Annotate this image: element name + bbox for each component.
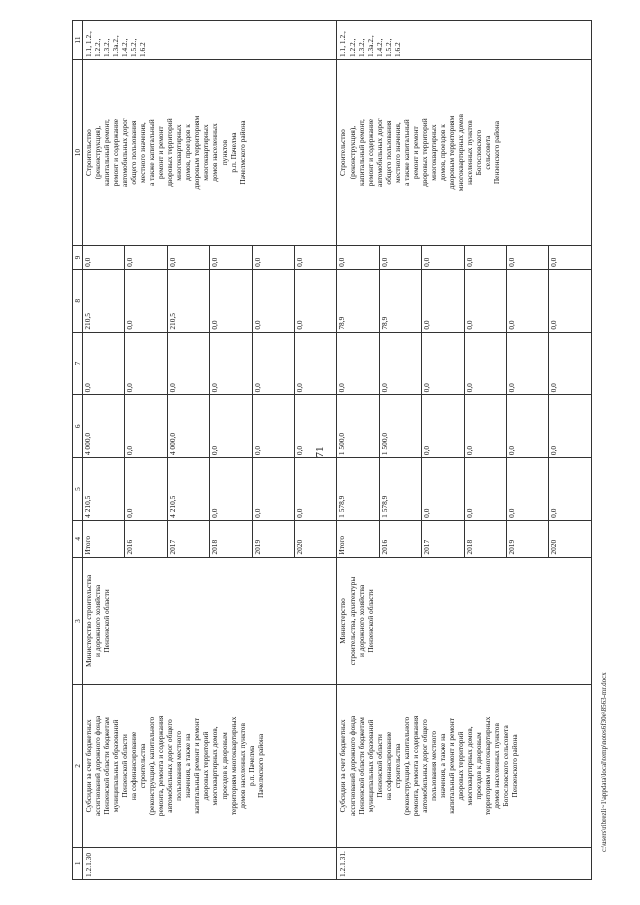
cell-c9: 0,0: [422, 246, 464, 270]
cell-year: 2017: [422, 520, 464, 557]
cell-c8: 0,0: [210, 269, 252, 332]
cell-c5: 0,0: [294, 458, 336, 521]
header-row: [73, 21, 83, 880]
row-result-line: местного значения,: [392, 122, 402, 183]
cell-c7: 0,0: [252, 332, 294, 395]
row-description-line: муниципальных образований: [365, 719, 375, 813]
cell-c7: 0,0: [422, 332, 464, 395]
row-codes-line: 1.3а.2.,: [111, 35, 121, 58]
row-result-line: многоквартирных: [201, 124, 211, 181]
cell-c5: 0,0: [210, 458, 252, 521]
row-result-line: ремонт и содержание: [365, 118, 375, 187]
row-description-line: Пензенской области: [120, 734, 130, 798]
row-result-line: капитальный ремонт,: [102, 119, 112, 186]
cell-c6: 1 500,0: [379, 395, 421, 458]
row-executor-line: строительства, архитектуры: [347, 576, 357, 666]
row-result-line: общего пользования: [129, 120, 139, 185]
cell-year: 2018: [210, 520, 252, 557]
row-executor-line: Министерство: [338, 598, 348, 644]
row-result: [337, 60, 592, 246]
row-executor-line: и дорожного хозяйства: [93, 584, 103, 658]
row-description-line: на софинансирование: [383, 731, 393, 801]
row-description-line: Пензенской области бюджетам: [356, 717, 366, 815]
row-result-line: а также капитальный: [401, 119, 411, 186]
cell-c9: 0,0: [549, 246, 592, 270]
row-codes-line: 1.1, 1.2.,: [84, 31, 94, 58]
row-description-line: домов населенных пунктов: [492, 723, 501, 809]
row-result-line: Строительство: [84, 129, 94, 176]
cell-c6: 4 000,0: [167, 395, 209, 458]
cell-c9: 0,0: [507, 246, 549, 270]
row-description-line: пользования местного: [174, 730, 184, 801]
row-id: 1.2.1.30: [83, 847, 337, 879]
cell-c6: 0,0: [252, 395, 294, 458]
row-description-line: проездов к дворовым: [219, 732, 229, 800]
row-codes-line: 1.6.2: [392, 42, 402, 58]
cell-c6: 0,0: [464, 395, 506, 458]
col-header-4: 4: [73, 520, 83, 557]
row-description-line: автомобильных дорог общего: [165, 719, 175, 813]
cell-c8: 78,9: [337, 269, 379, 332]
cell-year: 2016: [379, 520, 421, 557]
row-description-line: (реконструкции), капитального: [401, 716, 411, 816]
row-result-line: Богословского: [473, 129, 483, 176]
cell-c8: 78,9: [379, 269, 421, 332]
cell-c6: 0,0: [125, 395, 167, 458]
cell-c8: 0,0: [464, 269, 506, 332]
row-description-line: ремонта, ремонта и содержания: [410, 715, 420, 817]
cell-c7: 0,0: [83, 332, 125, 395]
row-description-line: Пензенской области бюджетам: [102, 717, 112, 815]
row-codes-line: 1.5.2.,: [129, 38, 139, 58]
cell-c8: 0,0: [125, 269, 167, 332]
cell-year: 2018: [464, 520, 506, 557]
cell-c7: 0,0: [210, 332, 252, 395]
row-result-line: сельсовета: [482, 135, 492, 170]
row-description-line: Субсидии за счет бюджетных: [338, 719, 348, 813]
row-result-line: (реконструкция),: [93, 125, 103, 180]
row-description-line: значения, а также на: [437, 733, 447, 799]
row-result-line: (реконструкция),: [347, 125, 357, 180]
cell-c7: 0,0: [549, 332, 592, 395]
cell-year: 2020: [549, 520, 592, 557]
cell-c5: 0,0: [252, 458, 294, 521]
row-result-line: Пензенского района: [492, 120, 501, 185]
cell-c8: 0,0: [422, 269, 464, 332]
col-header-2: 2: [73, 685, 83, 847]
cell-year: Итого: [337, 520, 379, 557]
cell-year: Итого: [83, 520, 125, 557]
row-result-line: домов, проездов к: [183, 124, 193, 181]
row-description-line: дворовых территорий: [201, 731, 211, 801]
cell-c5: 0,0: [464, 458, 506, 521]
row-result-line: ремонт и содержание: [111, 118, 121, 187]
footer-file-path: c:\users\ribrezli~1\appdata\local\temp\notes6f30e\8563-mr.docx: [600, 672, 608, 852]
cell-c9: 0,0: [379, 246, 421, 270]
cell-c9: 0,0: [337, 246, 379, 270]
row-description-line: капитальный ремонт и ремонт: [446, 718, 456, 814]
row-result-line: Строительство: [338, 129, 348, 176]
page-number: 71: [314, 446, 326, 458]
col-header-6: 6: [73, 395, 83, 458]
program-table: [72, 20, 592, 880]
row-result-line: ремонт и ремонт: [156, 126, 166, 179]
table-row: [83, 21, 125, 880]
row-executor-line: и дорожного хозяйства: [356, 584, 366, 658]
cell-c6: 1 500,0: [337, 395, 379, 458]
row-description-line: капитальный ремонт и ремонт: [192, 718, 202, 814]
row-description-line: Пачелмского района: [255, 733, 265, 798]
row-codes-line: 1.3.2.,: [356, 38, 366, 58]
cell-c6: 0,0: [294, 395, 336, 458]
rotated-table-container: [72, 20, 592, 880]
cell-c9: 0,0: [464, 246, 506, 270]
cell-c7: 0,0: [125, 332, 167, 395]
row-result-line: дворовым территориям: [446, 115, 456, 190]
row-codes-line: 1.1, 1.2.,: [338, 31, 348, 58]
cell-c8: 0,0: [507, 269, 549, 332]
cell-c5: 0,0: [125, 458, 167, 521]
row-result-line: домов, проездов к: [437, 124, 447, 181]
row-result-line: пунктов: [219, 139, 229, 166]
row-description-line: р.п. Пачелма: [246, 745, 256, 786]
row-result-line: населенных пунктов: [464, 120, 474, 185]
row-description-line: Субсидии за счет бюджетных: [84, 719, 94, 813]
cell-c9: 0,0: [167, 246, 209, 270]
cell-c9: 0,0: [125, 246, 167, 270]
row-result-line: местного значения,: [138, 122, 148, 183]
row-description-line: Богословского сельсовета: [501, 725, 511, 807]
row-description-line: автомобильных дорог общего: [419, 719, 429, 813]
col-header-3: 3: [73, 557, 83, 685]
row-result-line: Пачелмского района: [237, 120, 247, 185]
cell-c7: 0,0: [167, 332, 209, 395]
row-description-line: (реконструкции), капитального: [147, 716, 157, 816]
cell-c5: 1 578,9: [379, 458, 421, 521]
cell-year: 2019: [507, 520, 549, 557]
row-description-line: территориям многоквартирных: [228, 716, 238, 816]
cell-year: 2019: [252, 520, 294, 557]
cell-c7: 0,0: [464, 332, 506, 395]
row-result-line: капитальный ремонт,: [356, 119, 366, 186]
row-codes-line: 1.4.2.,: [374, 38, 384, 58]
row-description-line: дворовых территорий: [455, 731, 465, 801]
cell-c5: 4 210,5: [83, 458, 125, 521]
row-result-line: ремонт и ремонт: [410, 126, 420, 179]
col-header-5: 5: [73, 458, 83, 521]
row-codes: [337, 21, 592, 60]
row-codes-line: 1.3.2.,: [102, 38, 112, 58]
row-description-line: проездов к дворовым: [473, 732, 483, 800]
row-result-line: многоквартирных домов: [455, 113, 465, 192]
row-executor-line: Министерство строительства: [84, 574, 94, 668]
cell-c9: 0,0: [83, 246, 125, 270]
col-header-11: 11: [73, 21, 83, 60]
row-executor-line: Пензенской области: [365, 589, 375, 653]
row-codes-line: 1.2.2.,: [93, 38, 103, 58]
row-description-line: ассигнований дорожного фонда: [347, 715, 357, 816]
cell-c5: 0,0: [507, 458, 549, 521]
row-executor: [83, 557, 337, 685]
cell-c5: 1 578,9: [337, 458, 379, 521]
row-description-line: ремонта, ремонта и содержания: [156, 715, 166, 817]
row-codes-line: 1.4.2.,: [120, 38, 130, 58]
row-description-line: на софинансирование: [129, 731, 139, 801]
cell-c8: 0,0: [549, 269, 592, 332]
cell-c5: 0,0: [422, 458, 464, 521]
col-header-9: 9: [73, 246, 83, 270]
cell-c6: 4 000,0: [83, 395, 125, 458]
col-header-1: 1: [73, 847, 83, 879]
row-description-line: Пензенской области: [374, 734, 384, 798]
cell-c6: 0,0: [422, 395, 464, 458]
cell-c7: 0,0: [337, 332, 379, 395]
row-codes: [83, 21, 337, 60]
row-codes-line: 1.3а.2.,: [365, 35, 375, 58]
cell-year: 2017: [167, 520, 209, 557]
row-description-line: территориям многоквартирных: [482, 716, 492, 816]
row-description-line: ассигнований дорожного фонда: [93, 715, 103, 816]
row-result-line: дворовым территориям: [192, 115, 202, 190]
row-description-line: многоквартирных домов,: [210, 726, 220, 806]
row-description-line: значения, а также на: [183, 733, 193, 799]
table-body: [83, 21, 592, 880]
row-description-line: строительства: [138, 743, 148, 789]
cell-c6: 0,0: [210, 395, 252, 458]
row-description-line: строительства: [392, 743, 402, 789]
row-result: [83, 60, 337, 246]
row-description-line: пользования местного: [428, 730, 438, 801]
row-codes-line: 1.6.2: [138, 42, 148, 58]
row-result-line: дворовых территорий: [165, 118, 175, 187]
row-description-line: муниципальных образований: [111, 719, 121, 813]
col-header-10: 10: [73, 60, 83, 246]
row-result-line: домов населенных: [210, 123, 220, 182]
row-result-line: многоквартирных: [174, 124, 184, 181]
row-description-line: домов населенных пунктов: [237, 723, 247, 809]
row-result-line: многоквартирных: [428, 124, 438, 181]
cell-c5: 4 210,5: [167, 458, 209, 521]
row-result-line: автомобильных дорог: [374, 118, 384, 187]
cell-c7: 0,0: [294, 332, 336, 395]
row-description: [83, 685, 337, 847]
cell-c6: 0,0: [507, 395, 549, 458]
row-result-line: автомобильных дорог: [120, 118, 130, 187]
cell-c5: 0,0: [549, 458, 592, 521]
cell-c9: 0,0: [252, 246, 294, 270]
row-result-line: общего пользования: [383, 120, 393, 185]
cell-c7: 0,0: [379, 332, 421, 395]
cell-c8: 0,0: [294, 269, 336, 332]
cell-c8: 210,5: [167, 269, 209, 332]
cell-c7: 0,0: [507, 332, 549, 395]
row-description: [337, 685, 592, 847]
row-codes-line: 1.5.2.,: [383, 38, 393, 58]
row-executor-line: Пензенской области: [102, 589, 112, 653]
row-description-line: Пензенского района: [510, 734, 520, 798]
table-row: [337, 21, 379, 880]
col-header-8: 8: [73, 269, 83, 332]
row-result-line: а также капитальный: [147, 119, 157, 186]
row-result-line: дворовых территорий: [419, 118, 429, 187]
cell-c9: 0,0: [210, 246, 252, 270]
cell-c9: 0,0: [294, 246, 336, 270]
row-result-line: р.п. Пачелма: [228, 132, 238, 173]
col-header-7: 7: [73, 332, 83, 395]
cell-year: 2020: [294, 520, 336, 557]
row-description-line: многоквартирных домов,: [464, 726, 474, 806]
cell-c8: 210,5: [83, 269, 125, 332]
cell-c6: 0,0: [549, 395, 592, 458]
row-executor: [337, 557, 592, 685]
cell-c8: 0,0: [252, 269, 294, 332]
cell-year: 2016: [125, 520, 167, 557]
row-codes-line: 1.2.2.,: [347, 38, 357, 58]
row-id: 1.2.1.31.: [337, 847, 592, 879]
